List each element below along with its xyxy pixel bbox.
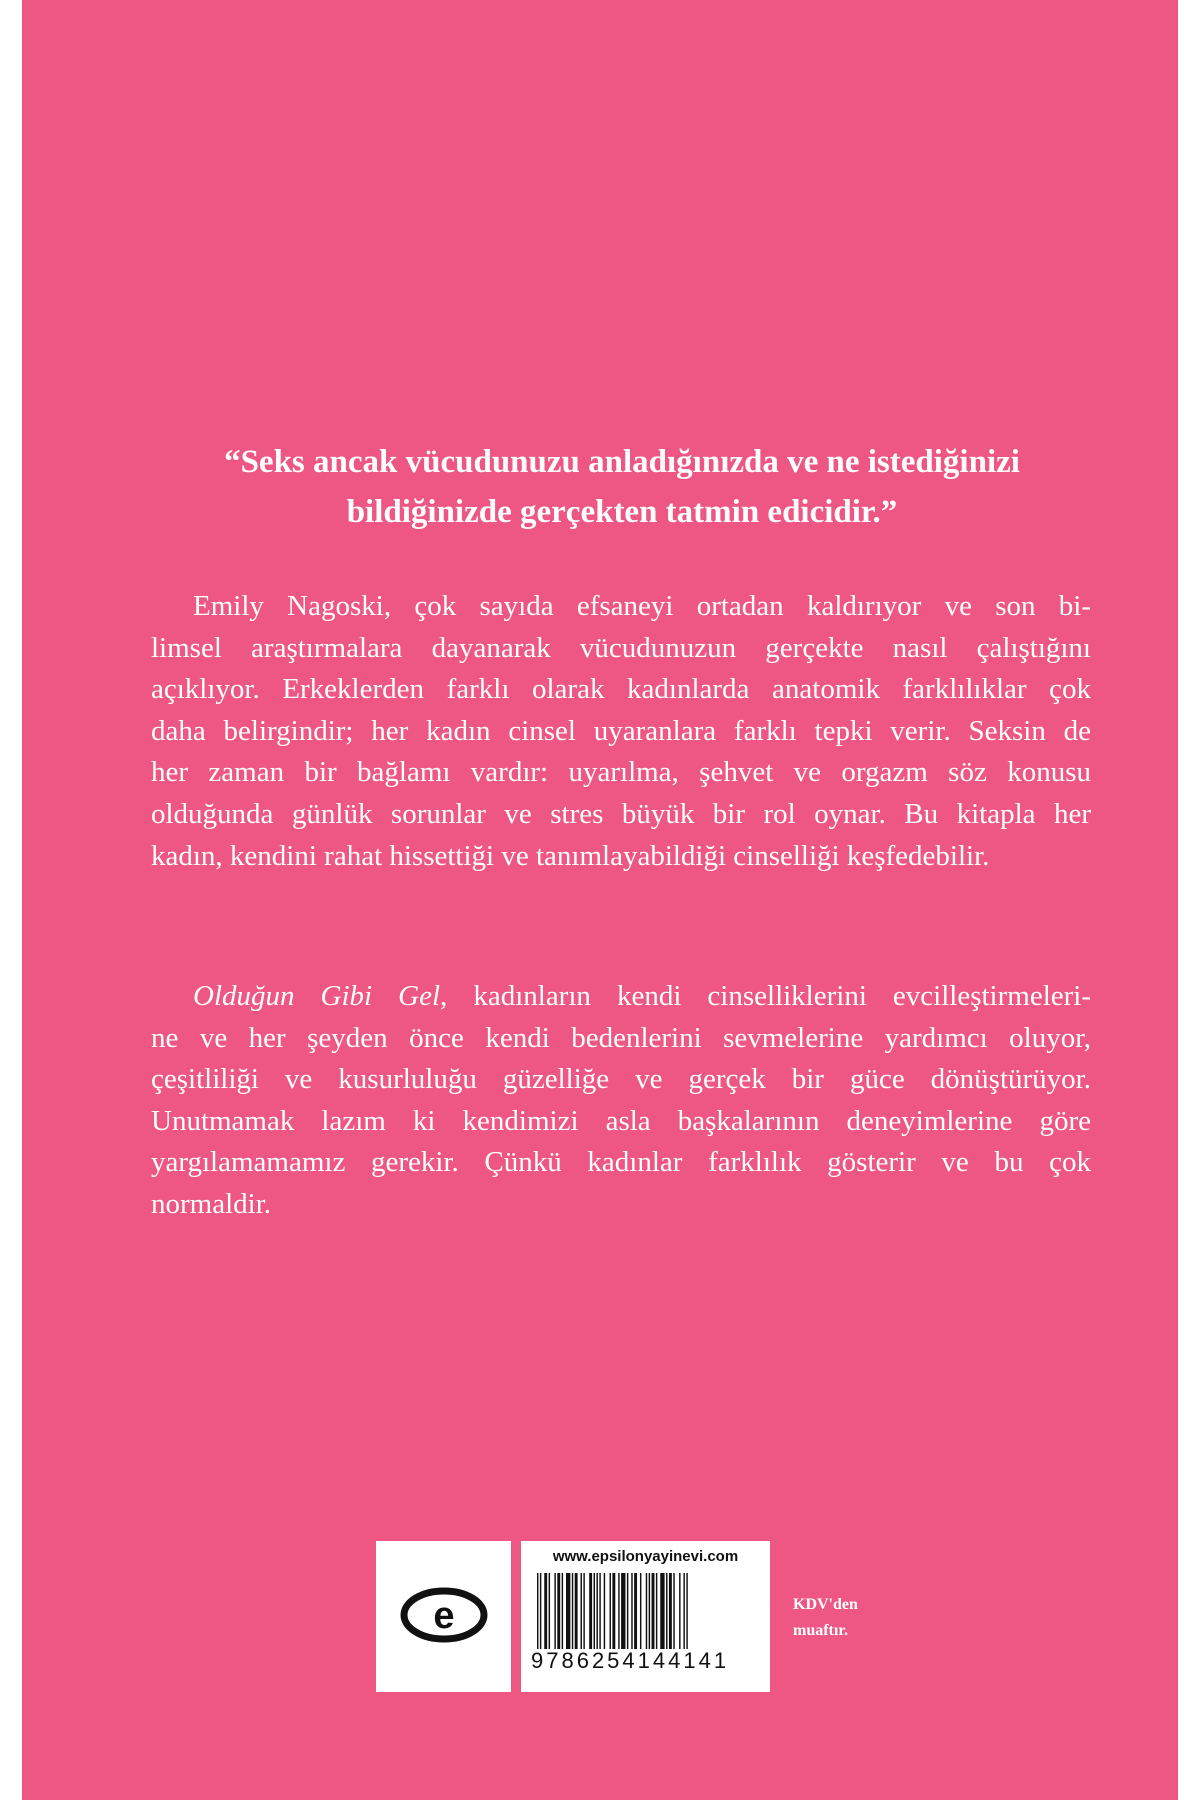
paragraph-line [151,976,1091,1018]
barcode-bar [646,1573,647,1649]
quote-line: bildiğinizde gerçekten tatmin edicidir.” [346,494,898,530]
paragraph-line: normaldir. [151,1187,272,1220]
paragraph-line: olduğunda günlük sorunlar ve stres büyük bir rol oynar. Bu kitapla her [151,797,1091,830]
paragraph-line-rest: , kadınların kendi cinselliklerini evcilleştirmeleri- [440,980,1091,1012]
barcode-bar [652,1573,655,1649]
paragraph-line: yargılamamamız gerekir. Çünkü kadınlar farklılık gösterir ve bu çok [151,1146,1091,1179]
barcode-bar [544,1573,547,1649]
barcode-bar [549,1573,550,1649]
pull-quote [172,437,1072,537]
paragraph-line: her zaman bir bağlamı vardır: uyarılma, şehvet ve orgazm söz konusu [151,756,1091,789]
paragraph-line: kadın, kendini rahat hissettiği ve tanımlayabildiği cinselliği keşfedebilir. [151,839,990,872]
tax-note-line: KDV'den [793,1596,858,1613]
paragraph-line: limsel araştırmalara dayanarak vücudunuzun gerçekte nasıl çalıştığını [151,631,1091,664]
barcode-icon [537,1573,755,1649]
barcode-bar [683,1573,684,1649]
paragraph-line: Unutmamak lazım ki kendimizi asla başkalarının deneyimlerine göre [151,1104,1091,1137]
barcode-bar [627,1573,628,1649]
barcode-bar [554,1573,555,1649]
barcode-bar [673,1573,674,1649]
barcode-bar [660,1573,664,1649]
barcode-bar [575,1573,578,1649]
barcode-bar [649,1573,650,1649]
barcode-bar [540,1573,541,1649]
publisher-website: www.epsilonyayinevi.com [552,1548,739,1565]
barcode-bar [581,1573,582,1649]
logo-letter: e [433,1595,455,1637]
description-paragraph-2 [151,976,1091,1226]
tax-note-line: muaftır. [793,1622,848,1639]
barcode-bar [572,1573,573,1649]
quote-line: “Seks ancak vücudunuzu anladığınızda ve ne istediğinizi [224,444,1020,480]
barcode-bar [596,1573,597,1649]
barcode-bar [634,1573,637,1649]
barcode-bar [631,1573,632,1649]
book-title-italic: Olduğun Gibi Gel [193,980,441,1012]
publisher-logo-box [376,1541,511,1692]
barcode-bar [621,1573,625,1649]
barcode-bar [604,1573,605,1649]
barcode-bar [589,1573,592,1649]
barcode-bar [566,1573,570,1649]
barcode-bar [610,1573,611,1649]
paragraph-line: çeşitliliği ve kusurluluğu güzelliğe ve gerçek bir güce dönüştürüyor. [151,1063,1091,1096]
isbn-number: 9786254144141 [531,1648,730,1673]
paragraph-line: daha belirgindir; her kadın cinsel uyaranlara farklı tepki verir. Seksin de [151,714,1091,747]
barcode-bar [583,1573,584,1649]
barcode-bar [640,1573,641,1649]
barcode-bar [656,1573,657,1649]
barcode-bar [666,1573,667,1649]
barcode-box [521,1541,770,1692]
barcode-bar [618,1573,619,1649]
description-paragraph-1 [151,586,1091,877]
barcode-bar [669,1573,672,1649]
tax-exempt-note [793,1592,893,1644]
barcode-bar [599,1573,600,1649]
barcode-bar [686,1573,687,1649]
barcode-bar [537,1573,538,1649]
barcode-bar [562,1573,563,1649]
barcode-bar [557,1573,560,1649]
paragraph-line: Emily Nagoski, çok sayıda efsaneyi ortadan kaldırıyor ve son bi- [193,590,1091,622]
barcode-bar [594,1573,595,1649]
epsilon-logo-icon [400,1587,488,1643]
barcode-bar [679,1573,680,1649]
paragraph-line: açıklıyor. Erkeklerden farklı olarak kadınlarda anatomik farklılıklar çok [151,673,1091,706]
paragraph-line: ne ve her şeyden önce kendi bedenlerini sevmelerine yardımcı oluyor, [151,1021,1091,1054]
barcode-bar [612,1573,615,1649]
back-cover [22,0,1178,1800]
